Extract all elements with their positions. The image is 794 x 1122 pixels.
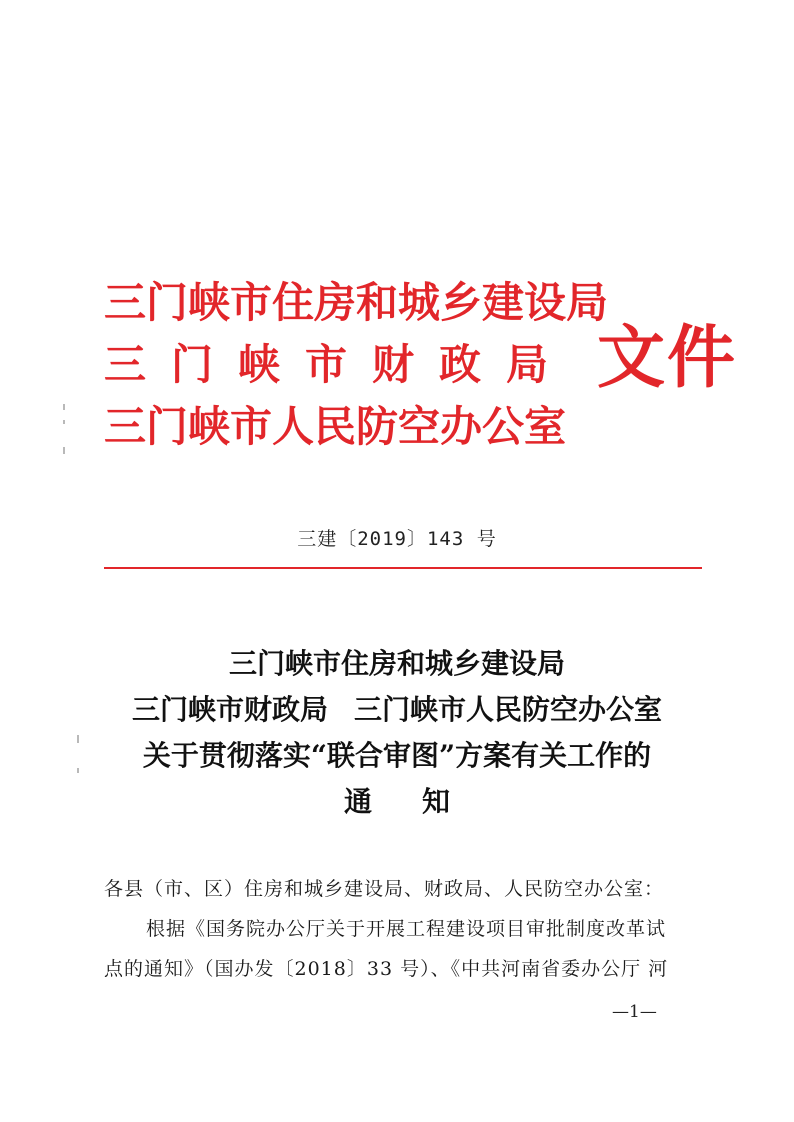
page-number: —1— (612, 1002, 657, 1022)
scan-mark (63, 404, 65, 410)
body-paragraph-line: 根据《国务院办公厅关于开展工程建设项目审批制度改革试 (146, 918, 667, 940)
title-line (0, 687, 794, 733)
masthead-agency: 三门峡市财政局 (104, 340, 574, 389)
body-paragraph-line: 点的通知》（国办发〔2018〕33 号）、《中共河南省委办公厅 河 (104, 958, 669, 980)
red-divider (104, 567, 702, 569)
masthead-agency: 三门峡市人民防空办公室 (104, 402, 567, 451)
scan-mark (63, 447, 65, 454)
masthead (104, 272, 609, 458)
title-line: 通知 (343, 785, 500, 818)
document-title (0, 641, 794, 825)
document-number: 三建〔2019〕143 号 (297, 528, 497, 550)
scan-mark (63, 420, 65, 424)
title-line: 关于贯彻落实“联合审图”方案有关工作的 (142, 739, 652, 772)
masthead-suffix: 文件 (597, 318, 738, 398)
document-body (104, 869, 696, 989)
masthead-agency: 三门峡市住房和城乡建设局 (104, 278, 609, 327)
title-agency: 三门峡市人民防空办公室 (354, 693, 663, 726)
salutation: 各县（市、区）住房和城乡建设局、财政局、人民防空办公室： (104, 878, 665, 900)
title-agency: 三门峡市财政局 (131, 693, 328, 726)
title-line: 三门峡市住房和城乡建设局 (228, 647, 565, 680)
